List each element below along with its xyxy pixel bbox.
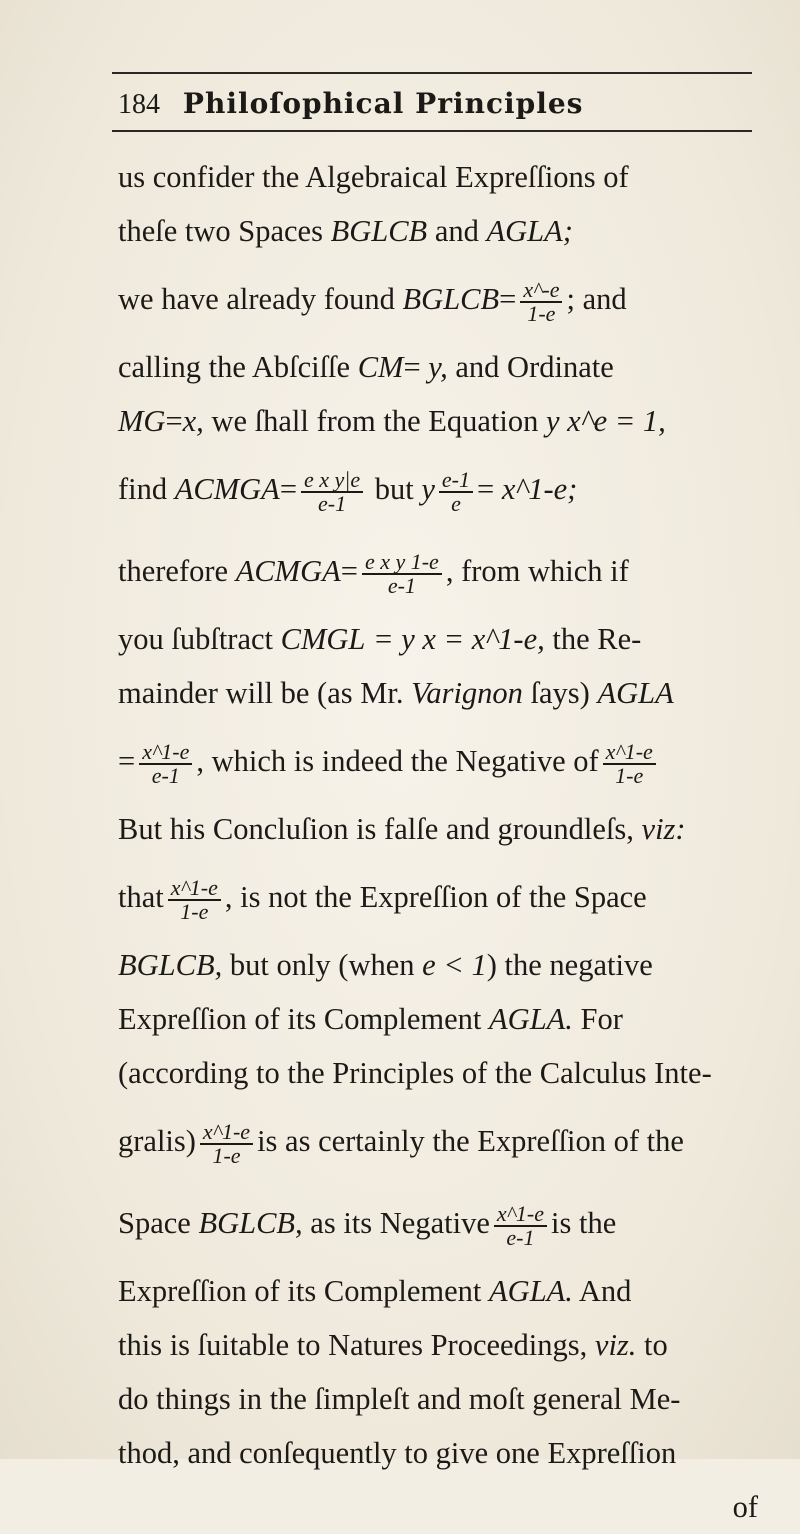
fraction: $\frac{\text{e x y|e}}{e-1}$ — [301, 469, 363, 515]
text-line: therefore ACMGA= $\frac{\text{e x y 1-e}}{e-1}$ , from which if — [118, 549, 629, 598]
catchword: of — [732, 1490, 758, 1524]
fraction: $\frac{e-1}{e}$ — [439, 469, 473, 515]
text-line: find ACMGA= $\frac{\text{e x y|e}}{e-1}$ but y $\frac{e-1}{e}$ = x^1-e; — [118, 467, 578, 516]
text-line: (according to the Principles of the Calculus Inte- — [118, 1056, 712, 1090]
running-header — [118, 84, 748, 124]
header-rule-bottom — [112, 130, 752, 132]
text-line: Expreſſion of its Complement AGLA. For — [118, 1002, 623, 1036]
fraction: $\frac{x\^{}1-e}{e-1}$ — [494, 1203, 547, 1249]
text-line: But his Concluſion is falſe and groundleſs, viz: — [118, 812, 686, 846]
header-rule-top — [112, 72, 752, 74]
fraction: $\frac{\text{e x y 1-e}}{e-1}$ — [362, 551, 442, 597]
text-line: that $\frac{x\^{}1-e}{1-e}$ , is not the Expreſſion of the Space — [118, 875, 647, 924]
text-line: us confider the Algebraical Expreſſions of — [118, 160, 629, 194]
page-number: 184 — [118, 89, 160, 120]
body-text — [118, 150, 758, 1534]
running-title: Philoſophical Principles — [182, 87, 584, 120]
text-line: calling the Abſciſſe CM= y, and Ordinate — [118, 350, 614, 384]
text-line: Space BGLCB, as its Negative $\frac{x\^{}1-e}{e-1}$ is the — [118, 1201, 617, 1250]
fraction: $\frac{x\^{}1-e}{1-e}$ — [603, 741, 656, 787]
text-line: Expreſſion of its Complement AGLA. And — [118, 1274, 632, 1308]
text-line: you ſubſtract CMGL = y x = x^1-e, the Re- — [118, 622, 642, 656]
text-line: do things in the ſimpleſt and moſt general Me- — [118, 1382, 681, 1416]
text-line: we have already found BGLCB= $\frac{x\^{}-e}{1-e}$ ; and — [118, 277, 627, 326]
text-line: MG=x, we ſhall from the Equation y x^e = 1, — [118, 404, 666, 438]
fraction: $\frac{x\^{}1-e}{1-e}$ — [200, 1121, 253, 1167]
fraction: $\frac{x\^{}1-e}{e-1}$ — [139, 741, 192, 787]
text-line: BGLCB, but only (when e < 1) the negative — [118, 948, 653, 982]
fraction: $\frac{x\^{}-e}{1-e}$ — [520, 279, 562, 325]
text-line: gralis) $\frac{x\^{}1-e}{1-e}$ is as certainly the Expreſſion of the — [118, 1119, 684, 1168]
text-line: theſe two Spaces BGLCB and AGLA; — [118, 214, 573, 248]
fraction: $\frac{x\^{}1-e}{1-e}$ — [168, 877, 221, 923]
text-line: mainder will be (as Mr. Varignon ſays) AGLA — [118, 676, 674, 710]
text-line: this is ſuitable to Natures Proceedings, viz. to — [118, 1328, 668, 1362]
text-line: thod, and conſequently to give one Expreſſion — [118, 1436, 677, 1470]
text-line: = $\frac{x\^{}1-e}{e-1}$ , which is indeed the Negative of $\frac{x\^{}1-e}{1-e}$ — [118, 720, 758, 802]
